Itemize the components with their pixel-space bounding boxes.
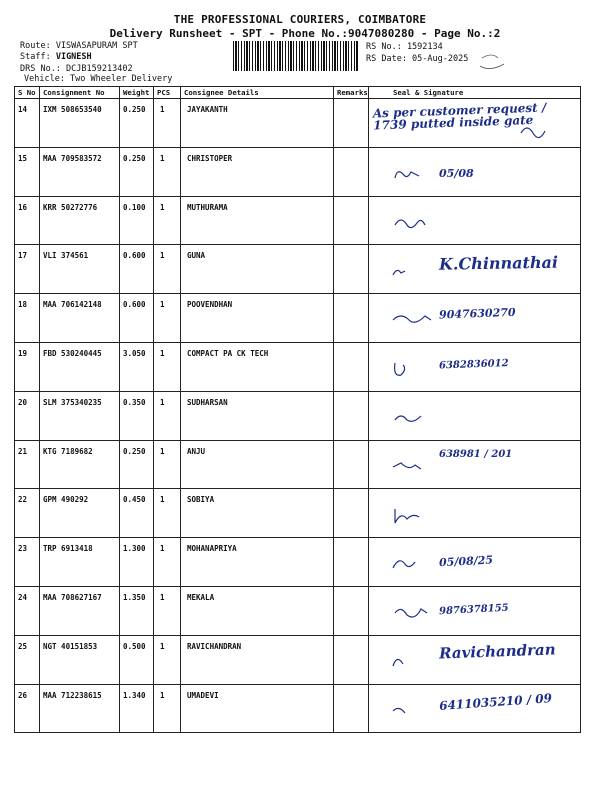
row-remarks — [334, 684, 369, 733]
signature-scribble-icon — [519, 121, 579, 143]
signature-scribble-icon — [391, 213, 451, 235]
row-consignment-no: FBD 530240445 — [40, 342, 120, 391]
row-pcs: 1 — [154, 684, 181, 733]
table-row — [15, 635, 581, 684]
row-seal-signature — [369, 440, 581, 489]
row-remarks — [334, 489, 369, 538]
row-sno: 16 — [15, 196, 40, 245]
signature-scribble-icon — [391, 554, 451, 576]
row-seal-signature — [369, 586, 581, 635]
table-row — [15, 684, 581, 733]
col-signature: Seal & Signature — [369, 87, 581, 99]
row-consignee-name: CHRISTOPER — [181, 147, 334, 196]
row-sno: 20 — [15, 391, 40, 440]
staff-line — [20, 52, 92, 62]
col-consignment: Consignment No — [40, 87, 120, 99]
row-pcs: 1 — [154, 245, 181, 294]
row-remarks — [334, 586, 369, 635]
row-seal-signature — [369, 538, 581, 587]
row-pcs: 1 — [154, 440, 181, 489]
row-seal-signature — [369, 245, 581, 294]
table-row — [15, 440, 581, 489]
handwritten-signature-text: 638981 / 201 — [439, 448, 513, 460]
signature-scribble-icon — [391, 505, 451, 527]
row-seal-signature — [369, 99, 581, 148]
row-consignee-name: COMPACT PA CK TECH — [181, 342, 334, 391]
company-title: THE PROFESSIONAL COURIERS, COIMBATORE — [173, 13, 427, 26]
row-pcs: 1 — [154, 586, 181, 635]
row-pcs: 1 — [154, 538, 181, 587]
staff-name: VIGNESH — [55, 52, 92, 62]
col-consignee: Consignee Details — [181, 87, 334, 99]
row-weight: 1.300 — [120, 538, 154, 587]
row-sno: 26 — [15, 684, 40, 733]
row-sno: 23 — [15, 538, 40, 587]
row-weight: 0.600 — [120, 245, 154, 294]
row-consignment-no: VLI 374561 — [40, 245, 120, 294]
row-consignment-no: MAA 709583572 — [40, 147, 120, 196]
barcode — [233, 41, 359, 71]
row-sno: 17 — [15, 245, 40, 294]
row-remarks — [334, 391, 369, 440]
row-remarks — [334, 635, 369, 684]
handwritten-signature-text: 6411035210 / 09 — [438, 690, 553, 713]
table-row — [15, 538, 581, 587]
row-seal-signature — [369, 196, 581, 245]
table-row — [15, 196, 581, 245]
row-sno: 19 — [15, 342, 40, 391]
handwritten-signature-text: 05/08 — [439, 166, 474, 180]
row-consignment-no: KRR 50272776 — [40, 196, 120, 245]
row-consignment-no: KTG 7189682 — [40, 440, 120, 489]
row-seal-signature — [369, 294, 581, 343]
table-row — [15, 294, 581, 343]
row-sno: 22 — [15, 489, 40, 538]
row-seal-signature — [369, 684, 581, 733]
signature-scribble-icon — [391, 652, 451, 674]
col-remarks: Remarks — [334, 87, 369, 99]
row-weight: 0.250 — [120, 99, 154, 148]
handwritten-signature-text: 9876378155 — [438, 602, 509, 618]
row-consignee-name: RAVICHANDRAN — [181, 635, 334, 684]
row-sno: 25 — [15, 635, 40, 684]
row-weight: 3.050 — [120, 342, 154, 391]
signature-scribble-icon — [391, 408, 451, 430]
row-remarks — [334, 440, 369, 489]
vehicle-label: Vehicle: Two Wheeler Delivery — [24, 74, 173, 84]
signature-scribble-icon — [391, 310, 451, 332]
row-remarks — [334, 245, 369, 294]
table-row — [15, 586, 581, 635]
row-consignment-no: GPM 490292 — [40, 489, 120, 538]
row-pcs: 1 — [154, 391, 181, 440]
col-pcs: PCS — [154, 87, 181, 99]
row-weight: 1.350 — [120, 586, 154, 635]
row-seal-signature — [369, 391, 581, 440]
staff-label: Staff: — [20, 52, 56, 62]
row-sno: 24 — [15, 586, 40, 635]
row-seal-signature — [369, 635, 581, 684]
table-row — [15, 147, 581, 196]
table-header-row — [15, 87, 581, 99]
row-pcs: 1 — [154, 342, 181, 391]
rs-date: RS Date: 05-Aug-2025 — [366, 54, 469, 64]
drs-label: DRS No.: DCJB159213402 — [20, 64, 133, 74]
row-consignee-name: MEKALA — [181, 586, 334, 635]
row-consignee-name: MUTHURAMA — [181, 196, 334, 245]
table-row — [15, 245, 581, 294]
signature-scribble-icon — [391, 164, 451, 186]
handwritten-signature-text: K.Chinnathai — [438, 253, 559, 275]
row-pcs: 1 — [154, 99, 181, 148]
col-weight: Weight — [120, 87, 154, 99]
signature-scribble-icon — [391, 359, 451, 381]
row-consignment-no: TRP 6913418 — [40, 538, 120, 587]
table-row — [15, 342, 581, 391]
signature-scribble-icon — [391, 261, 451, 283]
row-remarks — [334, 294, 369, 343]
row-consignee-name: ANJU — [181, 440, 334, 489]
table-row — [15, 99, 581, 148]
route-label: Route: VISWASAPURAM SPT — [20, 41, 138, 51]
row-pcs: 1 — [154, 147, 181, 196]
runsheet-title: Delivery Runsheet - SPT - Phone No.:9047080280 - Page No.:2 — [109, 27, 501, 40]
row-consignment-no: IXM 508653540 — [40, 99, 120, 148]
row-consignee-name: UMADEVI — [181, 684, 334, 733]
row-sno: 15 — [15, 147, 40, 196]
row-weight: 0.250 — [120, 147, 154, 196]
handwritten-signature-text: 05/08/25 — [438, 553, 494, 570]
row-consignment-no: MAA 712238615 — [40, 684, 120, 733]
row-weight: 0.350 — [120, 391, 154, 440]
row-consignment-no: MAA 706142148 — [40, 294, 120, 343]
signature-scribble-icon — [391, 457, 451, 479]
signature-scribble-icon — [391, 603, 451, 625]
row-pcs: 1 — [154, 489, 181, 538]
row-weight: 0.600 — [120, 294, 154, 343]
row-pcs: 1 — [154, 294, 181, 343]
row-consignee-name: JAYAKANTH — [181, 99, 334, 148]
row-remarks — [334, 99, 369, 148]
handwritten-signature-text: 9047630270 — [438, 306, 516, 322]
row-consignee-name: SOBIYA — [181, 489, 334, 538]
row-seal-signature — [369, 489, 581, 538]
row-remarks — [334, 147, 369, 196]
row-sno: 14 — [15, 99, 40, 148]
row-consignment-no: SLM 375340235 — [40, 391, 120, 440]
row-weight: 0.500 — [120, 635, 154, 684]
row-remarks — [334, 342, 369, 391]
row-seal-signature — [369, 147, 581, 196]
row-weight: 1.340 — [120, 684, 154, 733]
row-consignee-name: MOHANAPRIYA — [181, 538, 334, 587]
table-row — [15, 391, 581, 440]
row-sno: 21 — [15, 440, 40, 489]
row-consignee-name: POOVENDHAN — [181, 294, 334, 343]
row-pcs: 1 — [154, 196, 181, 245]
row-pcs: 1 — [154, 635, 181, 684]
signature-scribble-icon — [391, 701, 451, 723]
col-sno: S No — [15, 87, 40, 99]
handwritten-signature-text: As per customer request / 1739 putted inside gate — [372, 100, 547, 133]
handwritten-signature-text: Ravichandran — [438, 640, 556, 663]
row-remarks — [334, 538, 369, 587]
row-seal-signature — [369, 342, 581, 391]
row-remarks — [334, 196, 369, 245]
rs-no: RS No.: 1592134 — [366, 42, 443, 52]
table-row — [15, 489, 581, 538]
runsheet-table — [14, 86, 581, 733]
row-weight: 0.250 — [120, 440, 154, 489]
row-consignee-name: SUDHARSAN — [181, 391, 334, 440]
row-weight: 0.450 — [120, 489, 154, 538]
row-consignment-no: NGT 40151853 — [40, 635, 120, 684]
handwritten-mark-icon — [478, 52, 508, 74]
row-consignment-no: MAA 708627167 — [40, 586, 120, 635]
row-consignee-name: GUNA — [181, 245, 334, 294]
row-weight: 0.100 — [120, 196, 154, 245]
handwritten-signature-text: 6382836012 — [438, 358, 509, 372]
row-sno: 18 — [15, 294, 40, 343]
